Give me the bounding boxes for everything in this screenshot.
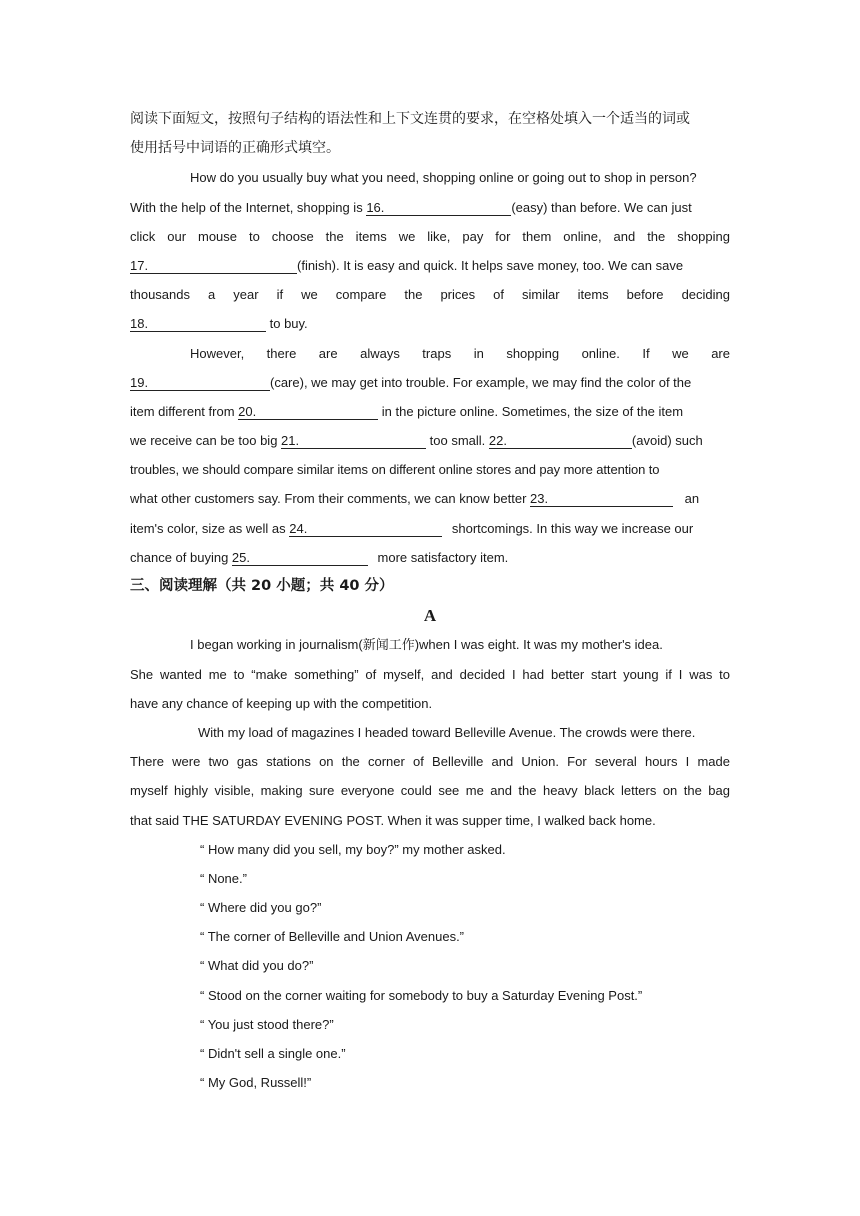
dialogue-line: “ Where did you go?” <box>200 900 322 916</box>
passage-line: have any chance of keeping up with the competition. <box>130 695 433 711</box>
cloze-line: we receive can be too big 21. too small. 22. (avoid) such <box>130 433 703 449</box>
exam-page <box>130 105 730 1097</box>
blank-17[interactable]: 17. <box>130 258 297 274</box>
passage-line: myself highly visible, making sure everyone could see me and the heavy black letters on the bag <box>130 783 730 799</box>
blank-25[interactable]: 25. <box>232 550 368 566</box>
cloze-line: item's color, size as well as 24. shortcomings. In this way we increase our <box>130 520 694 536</box>
blank-22[interactable]: 22. <box>489 433 632 449</box>
passage-line: There were two gas stations on the corner of Belleville and Union. For several hours I made <box>130 754 730 770</box>
dialogue-line: “ You just stood there?” <box>200 1016 334 1032</box>
instructions-line-2: 使用括号中词语的正确形式填空。 <box>130 140 340 157</box>
blank-16[interactable]: 16. <box>366 200 511 216</box>
dialogue-line: “ The corner of Belleville and Union Avenues.” <box>200 929 465 945</box>
dialogue-line: “ Didn't sell a single one.” <box>200 1046 346 1061</box>
passage-line: She wanted me to “make something” of myself, and decided I had better start young if I was to <box>130 666 730 682</box>
cloze-line: How do you usually buy what you need, shopping online or going out to shop in person? <box>190 170 697 186</box>
dialogue-line: “ How many did you sell, my boy?” my mother asked. <box>200 841 506 857</box>
dialogue-line: “ None.” <box>200 870 247 886</box>
blank-20[interactable]: 20. <box>238 404 378 420</box>
passage-line: I began working in journalism(新闻工作)when I was eight. It was my mother's idea. <box>190 637 663 654</box>
blank-23[interactable]: 23. <box>530 491 673 507</box>
passage-line: With my load of magazines I headed toward Belleville Avenue. The crowds were there. <box>198 724 696 740</box>
dialogue-line: “ What did you do?” <box>200 958 314 974</box>
blank-18[interactable]: 18. <box>130 316 266 332</box>
dialogue-line: “ Stood on the corner waiting for somebody to buy a Saturday Evening Post.” <box>200 987 643 1003</box>
section-heading: 三、阅读理解（共 20 小题；共 40 分） <box>130 578 394 594</box>
cloze-line: item different from 20. in the picture online. Sometimes, the size of the item <box>130 403 684 419</box>
blank-19[interactable]: 19. <box>130 375 270 391</box>
cloze-line: With the help of the Internet, shopping is 16. (easy) than before. We can just <box>130 199 692 215</box>
passage-line: that said THE SATURDAY EVENING POST. When it was supper time, I walked back home. <box>130 812 656 828</box>
cloze-line: click our mouse to choose the items we like, pay for them online, and the shopping <box>130 228 730 244</box>
cloze-line: 17. (finish). It is easy and quick. It helps save money, too. We can save <box>130 257 684 273</box>
cloze-line: troubles, we should compare similar items on different online stores and pay more attention to <box>130 462 660 478</box>
cloze-line: 18. to buy. <box>130 316 308 332</box>
instructions-line-1: 阅读下面短文，按照句子结构的语法性和上下文连贯的要求，在空格处填入一个适当的词或 <box>130 111 690 127</box>
cloze-line: what other customers say. From their comments, we can know better 23. an <box>130 491 700 507</box>
cloze-line: However, there are always traps in shopping online. If we are <box>190 345 730 361</box>
cloze-line: thousands a year if we compare the prices of similar items before deciding <box>130 287 730 303</box>
blank-24[interactable]: 24. <box>289 521 442 537</box>
cloze-line: 19. (care), we may get into trouble. For example, we may find the color of the <box>130 374 692 390</box>
blank-21[interactable]: 21. <box>281 433 426 449</box>
passage-label: A <box>423 606 437 626</box>
dialogue-line: “ My God, Russell!” <box>200 1075 312 1091</box>
cloze-line: chance of buying 25. more satisfactory item. <box>130 549 509 565</box>
